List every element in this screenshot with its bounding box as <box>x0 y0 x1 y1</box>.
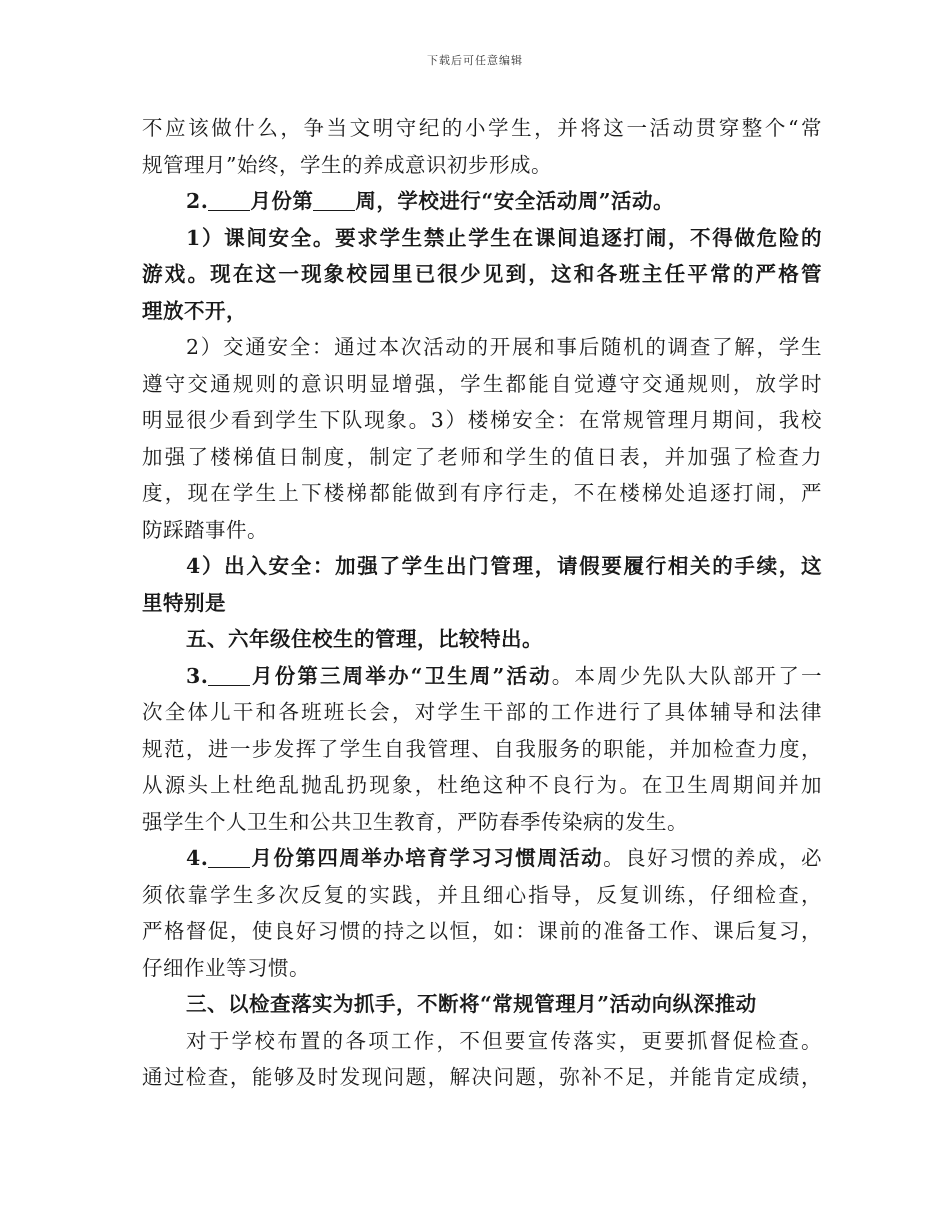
paragraph-line: 游戏。现在这一现象校园里已很少见到，这和各班主任平常的严格管 <box>142 262 822 286</box>
heading-number: 2. <box>186 189 209 213</box>
item-text: 。良好习惯的养成，必 <box>603 846 822 870</box>
item-title: 月份第四周举办培育学习习惯周活动 <box>250 846 604 870</box>
header-note: 下载后可任意编辑 <box>427 54 523 67</box>
paragraph-line: 规范，进一步发挥了学生自我管理、自我服务的职能，并加检查力度， <box>142 736 822 761</box>
paragraph-line: 规管理月”始终，学生的养成意识初步形成。 <box>142 152 552 177</box>
paragraph-line <box>142 840 822 877</box>
blank-underline <box>208 663 250 686</box>
paragraph-line: 不应该做什么，争当文明守纪的小学生，并将这一活动贯穿整个“常 <box>142 116 822 140</box>
item-number: 4. <box>186 846 209 870</box>
section-heading-3: 三、以检查落实为抓手，不断将“常规管理月”活动向纵深推动 <box>186 992 757 1016</box>
paragraph-line: 度，现在学生上下楼梯都能做到有序行走，不在楼梯处追逐打闹，严 <box>142 481 822 505</box>
paragraph-line: 强学生个人卫生和公共卫生教育，严防春季传染病的发生。 <box>142 809 688 834</box>
heading-text: 月份第 <box>250 189 314 213</box>
document-body <box>142 110 822 1096</box>
paragraph-line: 遵守交通规则的意识明显增强，学生都能自觉遵守交通规则，放学时 <box>142 371 822 396</box>
paragraph-line: 通过检查，能够及时发现问题，解决问题，弥补不足，并能肯定成绩， <box>142 1065 822 1089</box>
paragraph-line: 1）课间安全。要求学生禁止学生在课间追逐打闹，不得做危险的 <box>186 225 822 250</box>
blank-underline <box>208 188 250 211</box>
paragraph-line: 仔细作业等习惯。 <box>142 955 310 980</box>
item-title: 月份第三周举办“卫生周”活动 <box>250 663 552 688</box>
paragraph-line: 五、六年级住校生的管理，比较特出。 <box>186 627 543 651</box>
blank-underline <box>313 188 355 211</box>
paragraph-line: 加强了楼梯值日制度，制定了老师和学生的值日表，并加强了检查力 <box>142 444 822 469</box>
paragraph-line: 防踩踏事件。 <box>142 517 268 542</box>
paragraph-line: 次全体儿干和各班班长会，对学生干部的工作进行了具体辅导和法律 <box>142 700 822 724</box>
paragraph-line: 4）出入安全：加强了学生出门管理，请假要履行相关的手续，这 <box>186 554 822 578</box>
item-text: 。本周少先队大队部开了一 <box>551 663 822 688</box>
blank-underline <box>208 845 250 868</box>
paragraph-line <box>142 658 822 695</box>
paragraph-line: 严格督促，使良好习惯的持之以恒，如：课前的准备工作、课后复习， <box>142 919 822 943</box>
paragraph-line: 从源头上杜绝乱抛乱扔现象，杜绝这种不良行为。在卫生周期间并加 <box>142 773 822 797</box>
section-heading-2 <box>142 183 822 220</box>
heading-text: 周，学校进行“安全活动周”活动。 <box>355 189 674 213</box>
paragraph-line: 里特别是 <box>142 590 226 615</box>
paragraph-line: 理放不开， <box>142 298 247 323</box>
item-number: 3. <box>186 663 209 688</box>
paragraph-line: 须依靠学生多次反复的实践，并且细心指导，反复训练，仔细检查， <box>142 882 822 907</box>
paragraph-line: 对于学校布置的各项工作，不但要宣传落实，更要抓督促检查。 <box>186 1028 822 1053</box>
paragraph-line: 明显很少看到学生下队现象。3）楼梯安全：在常规管理月期间，我校 <box>142 408 822 432</box>
paragraph-line: 2）交通安全：通过本次活动的开展和事后随机的调查了解，学生 <box>186 335 822 359</box>
